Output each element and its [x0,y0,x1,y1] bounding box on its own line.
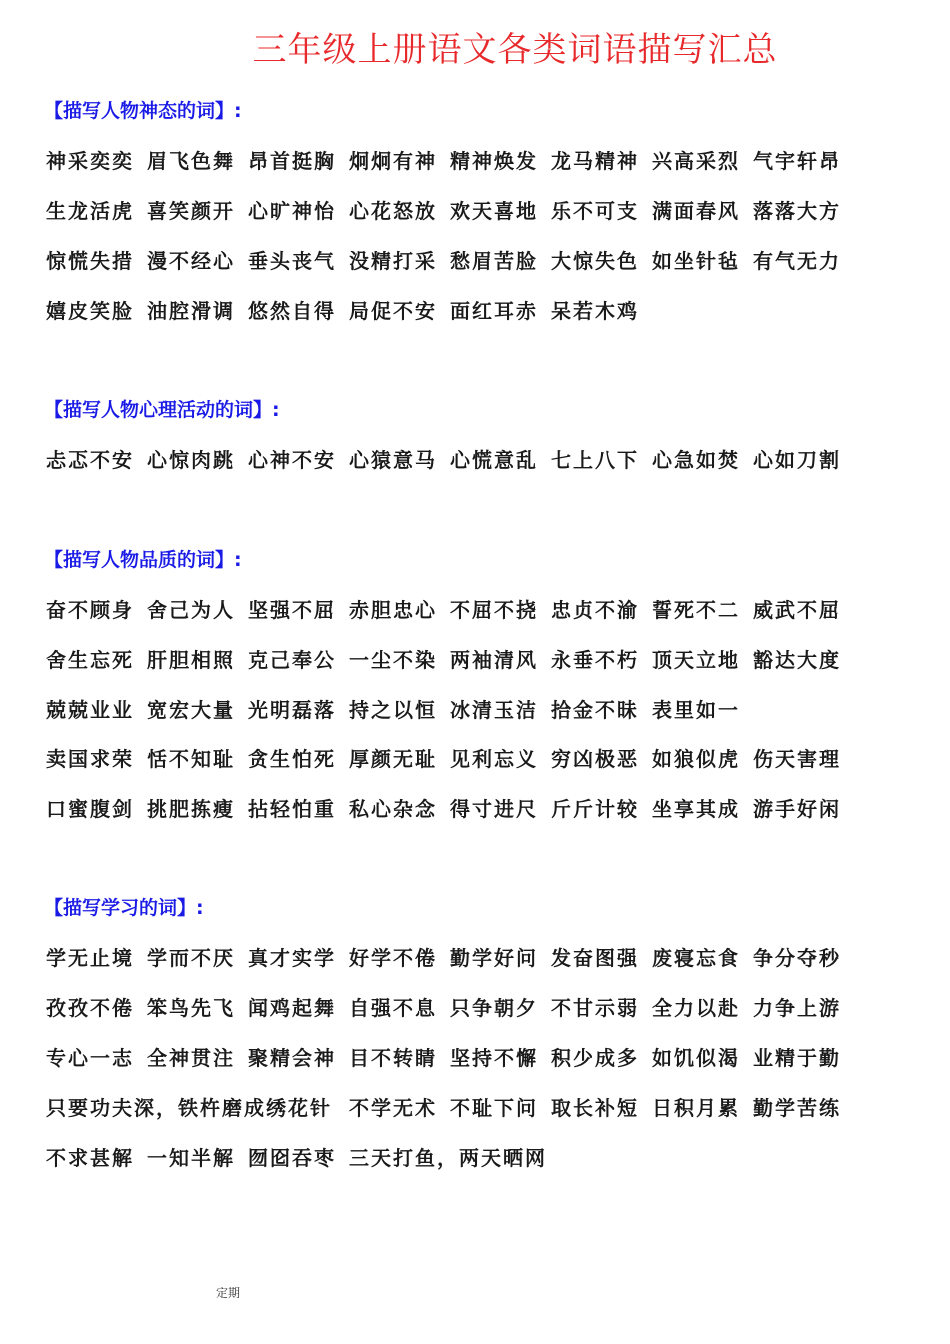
section-heading-study [44,893,204,920]
vocab-word: 两袖清风 [450,648,538,672]
vocab-word: 真才实学 [248,946,336,970]
vocab-word: 心猿意马 [349,448,437,472]
vocab-word: 穷凶极恶 [551,747,639,771]
vocab-word: 愁眉苦脸 [450,249,538,273]
vocab-word: 卖国求荣 [46,747,134,771]
vocab-word: 全力以赴 [652,996,740,1020]
word-row [46,594,854,624]
vocab-word: 兴高采烈 [652,149,740,173]
vocab-word: 不耻下问 [450,1096,538,1120]
section-heading-psychology [44,395,280,422]
vocab-word: 持之以恒 [349,698,437,722]
vocab-word: 垂头丧气 [248,249,336,273]
vocab-word: 废寝忘食 [652,946,740,970]
vocab-word: 心神不安 [248,448,336,472]
vocab-word: 乐不可支 [551,199,639,223]
vocab-word: 没精打采 [349,249,437,273]
word-row [46,793,854,823]
vocab-word: 局促不安 [349,299,437,323]
vocab-word: 笨鸟先飞 [147,996,235,1020]
vocab-word: 见利忘义 [450,747,538,771]
vocab-word: 生龙活虎 [46,199,134,223]
vocab-word: 目不转睛 [349,1046,437,1070]
vocab-word: 心慌意乱 [450,448,538,472]
vocab-word: 炯炯有神 [349,149,437,173]
vocab-word: 豁达大度 [753,648,841,672]
vocab-word: 精神焕发 [450,149,538,173]
word-row [46,694,753,724]
word-row [46,1042,854,1072]
vocab-word: 心旷神怡 [248,199,336,223]
word-row [46,743,854,773]
section-heading-colon: : [272,399,280,421]
vocab-word: 心惊肉跳 [147,448,235,472]
vocab-word: 赤胆忠心 [349,598,437,622]
vocab-word: 惊慌失措 [46,249,134,273]
vocab-word: 只争朝夕 [450,996,538,1020]
vocab-word: 口蜜腹剑 [46,797,134,821]
section-heading-text: 【描写人物品质的词】 [44,549,235,571]
vocab-word: 神采奕奕 [46,149,134,173]
vocab-word: 顶天立地 [652,648,740,672]
vocab-word: 永垂不朽 [551,648,639,672]
vocab-word: 昂首挺胸 [248,149,336,173]
word-row [46,444,854,474]
vocab-word: 取长补短 [551,1096,639,1120]
vocab-word: 油腔滑调 [147,299,235,323]
vocab-word: 学无止境 [46,946,134,970]
section-heading-text: 【描写人物心理活动的词】 [44,399,273,421]
word-row [46,1142,652,1172]
vocab-word: 发奋图强 [551,946,639,970]
vocab-word: 伤天害理 [753,747,841,771]
vocab-word: 光明磊落 [248,698,336,722]
vocab-word: 孜孜不倦 [46,996,134,1020]
vocab-word: 勤学好问 [450,946,538,970]
page-title: 三年级上册语文各类词语描写汇总 [252,30,778,70]
vocab-word: 气宇轩昂 [753,149,841,173]
vocab-word: 喜笑颜开 [147,199,235,223]
vocab-word: 业精于勤 [753,1046,841,1070]
vocab-word: 挑肥拣瘦 [147,797,235,821]
section-heading-character [44,545,242,572]
vocab-word: 厚颜无耻 [349,747,437,771]
word-row [46,295,652,325]
vocab-word: 专心一志 [46,1046,134,1070]
vocab-word: 眉飞色舞 [147,149,235,173]
vocab-word: 满面春风 [652,199,740,223]
vocab-word: 斤斤计较 [551,797,639,821]
word-row [46,195,854,225]
vocab-word: 聚精会神 [248,1046,336,1070]
vocab-word: 克己奉公 [248,648,336,672]
vocab-word: 三天打鱼，两天晒网 [349,1146,547,1170]
vocab-word: 誓死不二 [652,598,740,622]
vocab-word: 落落大方 [753,199,841,223]
vocab-word: 大惊失色 [551,249,639,273]
vocab-word: 心花怒放 [349,199,437,223]
vocab-word: 面红耳赤 [450,299,538,323]
vocab-word: 坚持不懈 [450,1046,538,1070]
vocab-word: 争分夺秒 [753,946,841,970]
section-heading-demeanor [44,96,242,123]
vocab-word: 贪生怕死 [248,747,336,771]
word-row [46,644,854,674]
page-footer: 定期 [216,1286,241,1300]
vocab-word: 不屈不挠 [450,598,538,622]
vocab-word: 忠贞不渝 [551,598,639,622]
vocab-word: 威武不屈 [753,598,841,622]
vocab-word: 舍生忘死 [46,648,134,672]
vocab-word: 龙马精神 [551,149,639,173]
vocab-word: 得寸进尺 [450,797,538,821]
vocab-word: 拈轻怕重 [248,797,336,821]
vocab-word: 肝胆相照 [147,648,235,672]
vocab-word: 勤学苦练 [753,1096,841,1120]
vocab-word: 私心杂念 [349,797,437,821]
word-row [46,942,854,972]
vocab-word: 舍己为人 [147,598,235,622]
vocab-word: 心急如焚 [652,448,740,472]
vocab-word: 七上八下 [551,448,639,472]
vocab-word: 一尘不染 [349,648,437,672]
vocab-word: 如狼似虎 [652,747,740,771]
vocab-word: 宽宏大量 [147,698,235,722]
vocab-word: 自强不息 [349,996,437,1020]
vocab-word: 日积月累 [652,1096,740,1120]
vocab-word: 如饥似渴 [652,1046,740,1070]
vocab-word: 坚强不屈 [248,598,336,622]
word-row [46,145,854,175]
vocab-word: 漫不经心 [147,249,235,273]
vocab-word: 如坐针毡 [652,249,740,273]
vocab-word: 力争上游 [753,996,841,1020]
vocab-word: 恬不知耻 [147,747,235,771]
vocab-word: 悠然自得 [248,299,336,323]
vocab-word: 学而不厌 [147,946,235,970]
vocab-word: 兢兢业业 [46,698,134,722]
section-heading-colon: : [196,897,204,919]
section-heading-text: 【描写学习的词】 [44,897,197,919]
section-heading-colon: : [234,100,242,122]
vocab-word: 好学不倦 [349,946,437,970]
vocab-word: 不学无术 [349,1096,437,1120]
vocab-word: 拾金不昧 [551,698,639,722]
section-heading-colon: : [234,549,242,571]
word-row [46,245,854,275]
vocab-word: 游手好闲 [753,797,841,821]
vocab-word: 呆若木鸡 [551,299,639,323]
vocab-word: 囫囵吞枣 [248,1146,336,1170]
vocab-word: 心如刀割 [753,448,841,472]
vocab-word: 冰清玉洁 [450,698,538,722]
vocab-word: 闻鸡起舞 [248,996,336,1020]
vocab-word: 欢天喜地 [450,199,538,223]
word-row [46,992,854,1022]
vocab-word: 只要功夫深，铁杵磨成绣花针 [46,1096,332,1120]
vocab-word: 坐享其成 [652,797,740,821]
section-heading-text: 【描写人物神态的词】 [44,100,235,122]
vocab-word: 表里如一 [652,698,740,722]
vocab-word: 奋不顾身 [46,598,134,622]
vocab-word: 一知半解 [147,1146,235,1170]
vocab-word: 忐忑不安 [46,448,134,472]
vocab-word: 不求甚解 [46,1146,134,1170]
vocab-word: 全神贯注 [147,1046,235,1070]
vocab-word: 积少成多 [551,1046,639,1070]
word-row [46,1092,854,1122]
vocab-word: 不甘示弱 [551,996,639,1020]
vocab-word: 嬉皮笑脸 [46,299,134,323]
vocab-word: 有气无力 [753,249,841,273]
